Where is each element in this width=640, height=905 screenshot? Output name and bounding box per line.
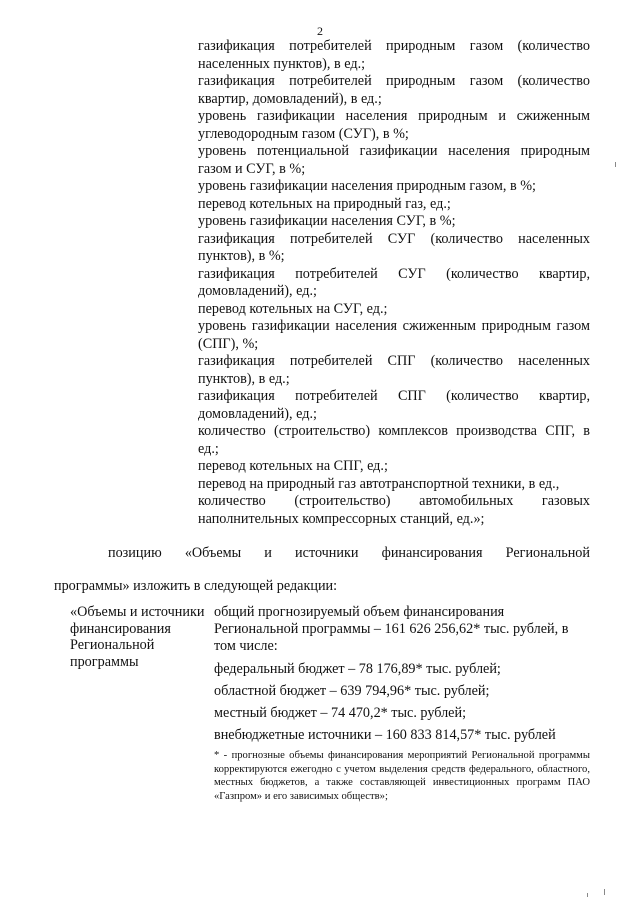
financing-local: местный бюджет – 74 470,2* тыс. рублей; (214, 705, 467, 721)
financing-values (214, 604, 590, 803)
indicator-item: уровень газификации населения природным газом, в %; (198, 178, 536, 194)
indicator-item: газификация потребителей СУГ (количество квартир, домовладений), ед.; (198, 265, 590, 299)
indicator-item: уровень газификации населения природным и сжиженным углеводородным газом (СУГ), в %; (198, 108, 590, 142)
financing-federal: федеральный бюджет – 78 176,89* тыс. рублей; (214, 661, 501, 677)
financing-extrabudgetary: внебюджетные источники – 160 833 814,57* тыс. рублей (214, 727, 556, 743)
instruction-paragraph: позицию «Объемы и источники финансирования Региональной (108, 545, 590, 561)
indicator-item: количество (строительство) комплексов производства СПГ, в ед.; (198, 423, 590, 457)
indicator-item: перевод котельных на природный газ, ед.; (198, 195, 451, 212)
indicator-item: газификация потребителей СПГ (количество населенных пунктов), в ед.; (198, 353, 590, 387)
instruction-paragraph-continuation: программы» изложить в следующей редакции: (54, 578, 338, 594)
indicator-item: уровень газификации населения сжиженным природным газом (СПГ), %; (198, 318, 590, 352)
indicator-item: перевод котельных на СУГ, ед.; (198, 300, 388, 317)
indicator-item: газификация потребителей СУГ (количество населенных пунктов), в %; (198, 230, 590, 264)
scan-mark (604, 889, 605, 895)
scan-mark (587, 893, 588, 897)
indicator-item: уровень газификации населения СУГ, в %; (198, 213, 456, 229)
indicator-item: перевод на природный газ автотранспортной техники, в ед., (198, 475, 560, 492)
scan-mark (615, 162, 616, 167)
indicator-item: перевод котельных на СПГ, ед.; (198, 458, 388, 474)
indicator-item: газификация потребителей СПГ (количество квартир, домовладений), ед.; (198, 388, 590, 422)
financing-label: «Объемы и источники финансирования Региональной программы (70, 604, 205, 670)
page-number: 2 (317, 24, 323, 38)
indicator-list (198, 38, 590, 528)
financing-total: общий прогнозируемый объем финансирования Региональной программы – 161 626 256,62* тыс. рублей, в том числе: (214, 604, 569, 654)
indicator-item: уровень потенциальной газификации населения природным газом и СУГ, в %; (198, 143, 590, 177)
indicator-item: газификация потребителей природным газом (количество квартир, домовладений), в ед.; (198, 73, 590, 107)
financing-footnote: * - прогнозные объемы финансирования мероприятий Региональной программы корректируются ежегодно с учетом выделения средств федерального, областного, местных бюджетов, а также составляющей инвестиционных программ ПАО «Газпром» и его зависимых обществ»; (214, 750, 590, 802)
indicator-item: газификация потребителей природным газом (количество населенных пунктов), в ед.; (198, 38, 590, 72)
indicator-item: количество (строительство) автомобильных газовых наполнительных компрессорных станций, ед.»; (198, 493, 590, 527)
financing-regional: областной бюджет – 639 794,96* тыс. рублей; (214, 683, 490, 699)
